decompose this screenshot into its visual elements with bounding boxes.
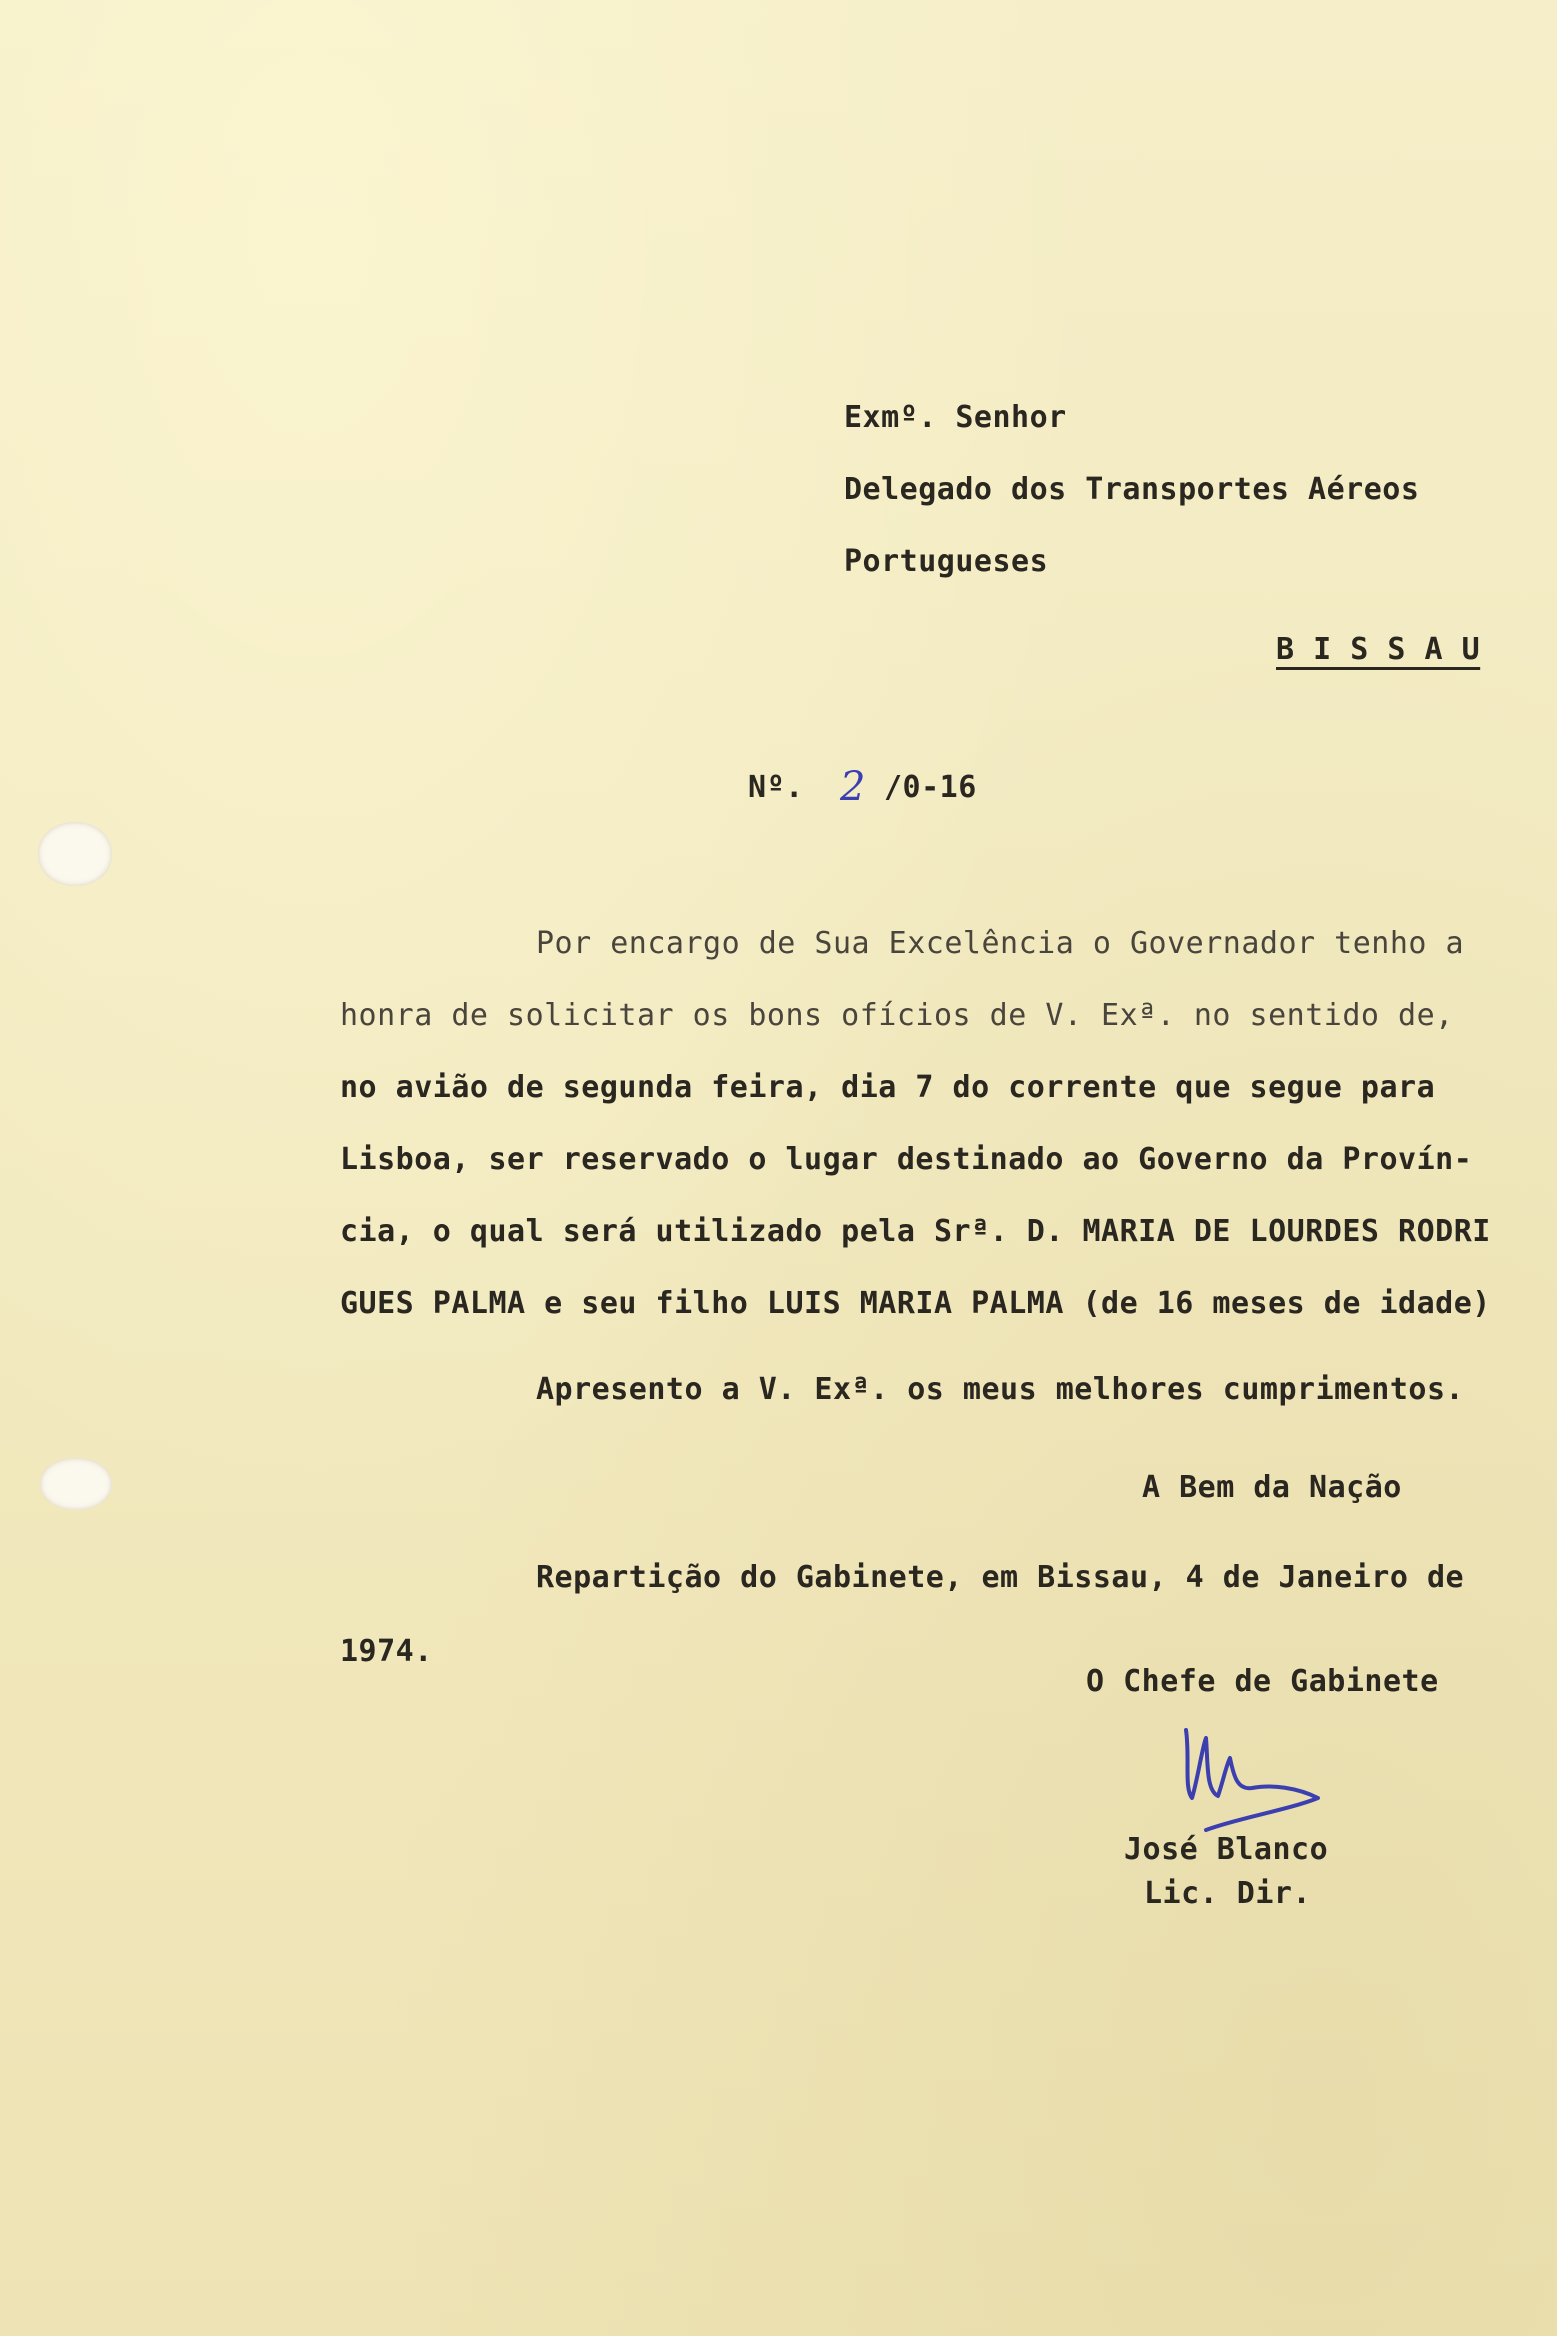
reference-handwritten-number: 2 <box>840 764 866 810</box>
place-date-line1: Repartição do Gabinete, em Bissau, 4 de Janeiro de <box>536 1560 1465 1595</box>
handwritten-signature <box>1168 1718 1348 1838</box>
addressee-line1: Exmº. Senhor <box>844 400 1067 435</box>
valediction: A Bem da Nação <box>1142 1470 1402 1505</box>
reference-suffix: /0-16 <box>884 770 977 805</box>
punch-hole-bottom <box>40 1458 112 1510</box>
signatory-credential: Lic. Dir. <box>1144 1876 1312 1911</box>
body-line-3: no avião de segunda feira, dia 7 do corrente que segue para <box>340 1070 1436 1105</box>
punch-hole-top <box>38 822 112 886</box>
reference-prefix: Nº. <box>748 770 804 805</box>
body-line-2: honra de solicitar os bons ofícios de V. Exª. no sentido de, <box>340 998 1454 1033</box>
addressee-line2: Delegado dos Transportes Aéreos <box>844 472 1420 507</box>
body-line-1: Por encargo de Sua Excelência o Governador tenho a <box>536 926 1465 961</box>
body-line-4: Lisboa, ser reservado o lugar destinado ao Governo da Provín- <box>340 1142 1473 1177</box>
closing-line: Apresento a V. Exª. os meus melhores cumprimentos. <box>536 1372 1465 1407</box>
signatory-name: José Blanco <box>1124 1832 1329 1867</box>
addressee-city: B I S S A U <box>1276 632 1481 667</box>
body-line-6: GUES PALMA e seu filho LUIS MARIA PALMA (de 16 meses de idade) <box>340 1286 1491 1321</box>
body-line-5: cia, o qual será utilizado pela Srª. D. MARIA DE LOURDES RODRI <box>340 1214 1491 1249</box>
place-date-line2: 1974. <box>340 1634 433 1669</box>
addressee-line3: Portugueses <box>844 544 1049 579</box>
signatory-title: O Chefe de Gabinete <box>1086 1664 1439 1699</box>
